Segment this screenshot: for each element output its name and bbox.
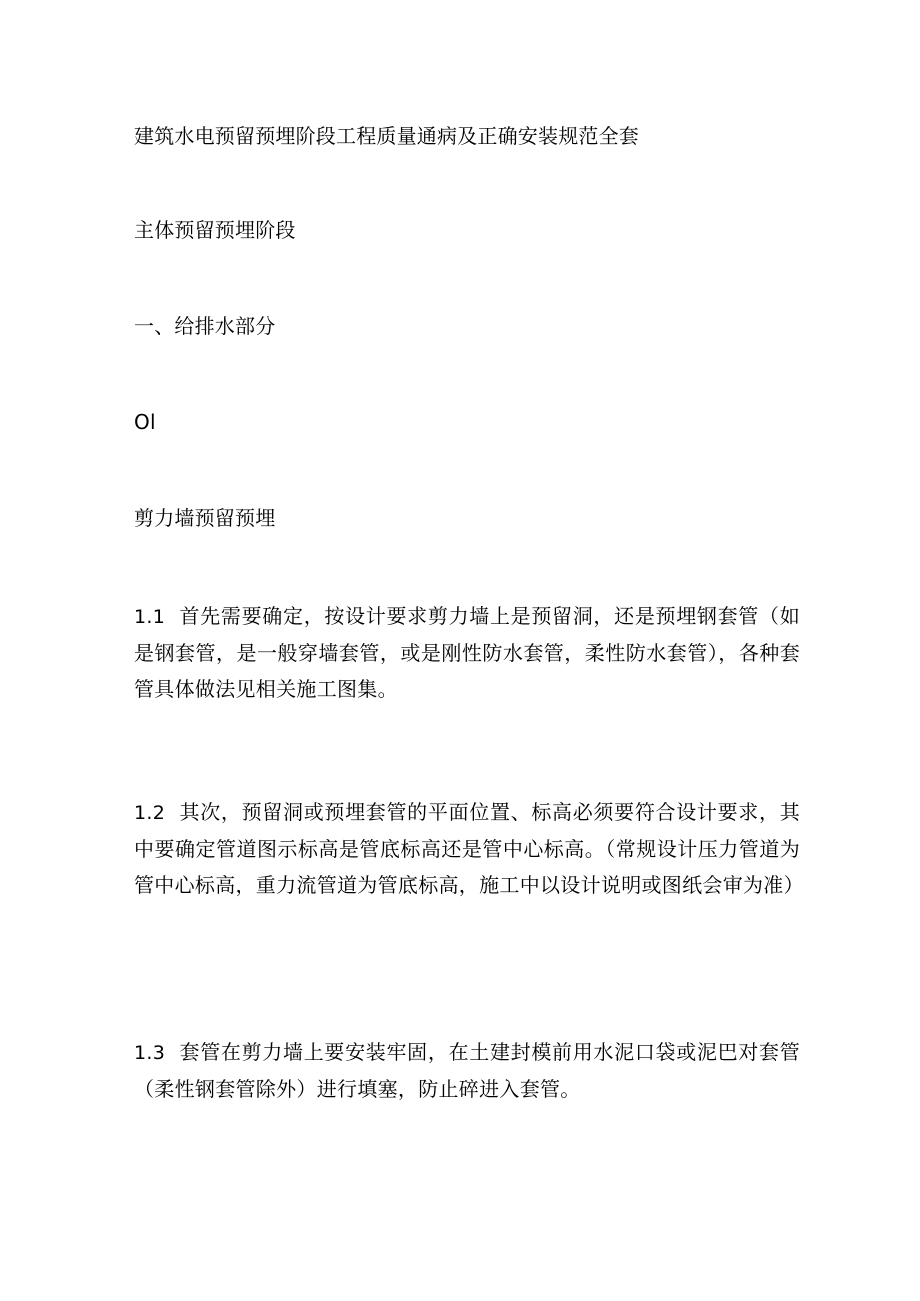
section-title: 主体预留预埋阶段 <box>134 218 296 242</box>
paragraph-number: 1.1 <box>134 606 166 628</box>
paragraph-1-2 <box>134 794 804 903</box>
paragraph-1-3 <box>134 1034 800 1107</box>
paragraph-text: 首先需要确定，按设计要求剪力墙上是预留洞，还是预埋钢套管（如是钢套管，是一般穿墙套管，或是刚性防水套管，柔性防水套管），各种套管具体做法见相关施工图集。 <box>134 604 800 701</box>
document-title: 建筑水电预留预埋阶段工程质量通病及正确安装规范全套 <box>134 124 639 148</box>
paragraph-1-1 <box>134 598 800 707</box>
paragraph-number: 1.3 <box>134 1042 166 1064</box>
paragraph-number: 1.2 <box>134 802 166 824</box>
subsection-title: 一、给排水部分 <box>134 314 276 338</box>
paragraph-text: 套管在剪力墙上要安装牢固，在土建封模前用水泥口袋或泥巴对套管（柔性钢套管除外）进行填塞，防止碎进入套管。 <box>134 1040 800 1101</box>
paragraph-text: 其次，预留洞或预埋套管的平面位置、标高必须要符合设计要求，其中要确定管道图示标高是管底标高还是管中心标高。（常规设计压力管道为管中心标高，重力流管道为管底标高，施工中以设计说明或图纸会审为准） <box>134 800 804 897</box>
item-title: 剪力墙预留预埋 <box>134 506 276 530</box>
item-code: Ol <box>134 410 156 434</box>
